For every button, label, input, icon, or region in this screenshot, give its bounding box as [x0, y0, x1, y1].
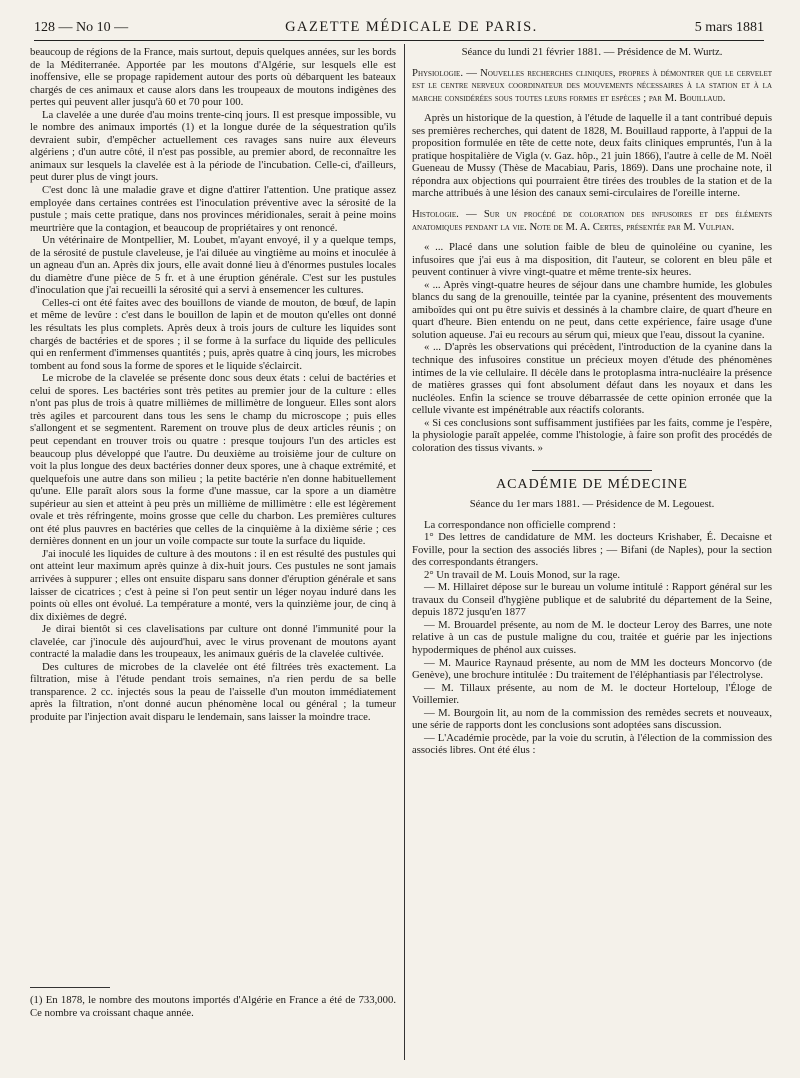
footnote-rule	[30, 987, 110, 988]
footnote: (1) En 1878, le nombre des moutons importés d'Algérie en France a été de 733,000. Ce nombre va croissant chaque année.	[30, 994, 396, 1019]
academie-heading: ACADÉMIE DE MÉDECINE	[496, 477, 688, 493]
page-header	[34, 14, 764, 41]
section-separator	[532, 470, 652, 471]
section-heading-histologie: Histologie. — Sur un procédé de coloration des infusoires et des éléments anatomiques pendant la vie. Note de M. A. Certes, présentée par M. Vulpian.	[412, 208, 772, 233]
article-paragraph: — M. Brouardel présente, au nom de M. le docteur Leroy des Barres, une note relative à un cas de pustule maligne du cou, traitée et guérie par les injections hypodermiques de phénol aux cuisses.	[412, 618, 772, 656]
issue-date: 5 mars 1881	[694, 20, 764, 35]
article-paragraph: beaucoup de régions de la France, mais surtout, depuis quelques années, sur les bords de la Méditerranée. Apportée par les moutons d'Algérie, sur lesquels elle est inoffensive, elle se propage rapidement autour des ports où débarquent les bateaux chargés de ces animaux et cause alors dans les troupeaux de moutons indigènes des pertes qui peuvent aller jusqu'à 60 et 70 pour 100.	[30, 46, 396, 109]
article-paragraph: 2° Un travail de M. Louis Monod, sur la rage.	[424, 568, 621, 581]
page-number: 128 — No 10 —	[34, 20, 129, 35]
article-paragraph: — M. Hillairet dépose sur le bureau un volume intitulé : Rapport général sur les travaux du Conseil d'hygiène publique et de salubrité du département de la Seine, depuis 1872 jusqu'en 1877	[412, 581, 772, 619]
article-paragraph: 1° Des lettres de candidature de MM. les docteurs Krishaber, É. Decaisne et Foville, pour la section des associés libres ; — Bifani (de Naples), pour la section des correspondants étrangers.	[412, 531, 772, 569]
journal-title: GAZETTE MÉDICALE DE PARIS.	[285, 19, 538, 35]
session-heading: Séance du 1er mars 1881. — Présidence de M. Legouest.	[469, 497, 715, 510]
session-heading: Séance du lundi 21 février 1881. — Présidence de M. Wurtz.	[461, 46, 723, 58]
article-paragraph: — L'Académie procède, par la voie du scrutin, à l'élection de la commission des associés libres. Ont été élus :	[412, 731, 772, 757]
left-column	[30, 46, 396, 724]
article-paragraph: Après un historique de la question, à l'étude de laquelle il a tant contribué depuis ses premières recherches, qui datent de 1828, M. Bouillaud rapporte, à l'appui de la proposition formulée en tête de cette note, deux faits cliniques empruntés, l'un à la pratique hospitalière de Vigla (v. Gaz. hôp., 21 juin 1866), l'autre à celle de M. Noël Gueneau de Mussy (Thèse de Macabiau, Paris, 1869). Dans une prochaine note, il répondra aux objections qui pourraient être tirées des troubles de la station et de la marche attribués à une lésion des canaux semi-circulaires de l'oreille interne.	[412, 112, 772, 200]
article-paragraph: — M. Bourgoin lit, au nom de la commission des remèdes secrets et nouveaux, une série de rapports dont les conclusions sont adoptées sans discussion.	[412, 706, 772, 732]
article-paragraph: La correspondance non officielle comprend :	[424, 518, 616, 531]
quote-paragraph: « ... Après vingt-quatre heures de séjour dans une chambre humide, les globules blancs du sang de la grenouille, teintée par la cyanine, présentent des mouvements amiboïdes qui ont pu être suivis et dessinés à la chambre claire, de quart d'heure en quart d'heure. Bien entendu on ne peut, dans cette expérience, faire usage d'une solution aqueuse. J'ai eu recours au sérum qui, mieux que l'eau, dissout la cyanine.	[412, 278, 772, 341]
article-paragraph: — M. Tillaux présente, au nom de M. le docteur Horteloup, l'Éloge de Voillemier.	[412, 681, 772, 707]
quote-paragraph: « Si ces conclusions sont suffisamment justifiées par les faits, comme je l'espère, la physiologie paraît appelée, comme l'histologie, à faire son profit des procédés de coloration des tissus vivants. »	[412, 416, 772, 454]
section-heading-physiologie: Physiologie. — Nouvelles recherches cliniques, propres à démontrer que le cervelet est le centre nerveux coordinateur des mouvements nécessaires à la station et à la marche considérées sous toutes leurs formes et espèces ; par M. Bouillaud.	[412, 66, 772, 104]
right-column	[412, 46, 772, 757]
article-paragraph: Des cultures de microbes de la clavelée ont été filtrées très exactement. La filtration, mise à l'étude pendant trois semaines, n'a rien perdu de sa belle transparence. 2 cc. injectés sous la peau de l'aisselle d'un mouton immédiatement après la filtration, n'ont donné aucun phénomène local ou général ; la tumeur produite par l'injection avait disparu le lendemain, sans laisser la moindre trace.	[30, 660, 396, 723]
quote-paragraph: « ... Placé dans une solution faible de bleu de quinoléine ou cyanine, les infusoires que j'ai eus à ma disposition, dit l'auteur, se colorent en bleu pâle et peuvent continuer à vivre vingt-quatre et même trente-six heures.	[412, 241, 772, 279]
article-paragraph: — M. Maurice Raynaud présente, au nom de MM les docteurs Moncorvo (de Genève), une brochure intitulée : Du traitement de l'éléphantiasis par l'électrolyse.	[412, 656, 772, 682]
article-paragraph: Un vétérinaire de Montpellier, M. Loubet, m'ayant envoyé, il y a quelque temps, de la sérosité de pustule claveleuse, je l'ai diluée au vingtième au moins et inoculée à un agneau d'un an. Après dix jours, elle avait donné lieu à d'énormes pustules locales du diamètre d'une pièce de 5 fr. et à une éruption générale. C'est sur les pustules d'inoculation que j'ai recueilli la sérosité qui a servi à ensemencer les cultures.	[30, 234, 396, 297]
article-paragraph: C'est donc là une maladie grave et digne d'attirer l'attention. Une pratique assez employée dans certaines contrées est l'inoculation préventive avec la sérosité de la pustule ; mais cette pratique, dans nos provinces méridionales, serait à peine moins meurtrière que la contagion, et beaucoup de propriétaires y ont renoncé.	[30, 184, 396, 234]
article-paragraph: Je dirai bientôt si ces clavelisations par culture ont donné l'immunité pour la clavelée, car j'inocule dès aujourd'hui, avec le virus provenant de moutons ayant contracté la maladie dans les troupeaux, les animaux guéris de la clavelée cultivée.	[30, 623, 396, 661]
quote-paragraph: « ... D'après les observations qui précèdent, l'introduction de la cyanine dans la technique des infusoires constitue un précieux moyen d'étude des phénomènes intimes de la vie cellulaire. Il décèle dans le protoplasma intra-nucléaire la présence de matières grasses qui font absolument défaut dans les noyaux et dans les nucléoles. Enfin la science se trouve débarrassée de cette opinion erronée que la cellule vivante est impénétrable aux réactifs colorants.	[412, 341, 772, 417]
article-paragraph: Celles-ci ont été faites avec des bouillons de viande de mouton, de bœuf, de lapin et même de levûre : c'est dans le bouillon de lapin et de mouton qu'elles ont donné les résultats les plus complets. Après deux à trois jours de culture les liquides sont chargés de bactéries et de spores ; il se forme à la surface du liquide des pellicules qui en renferment d'immenses quantités ; puis, après quatre à cinq jours, les microbes tombent au fond sous la forme de spores et le liquide s'éclaircit.	[30, 296, 396, 372]
article-paragraph: Le microbe de la clavelée se présente donc sous deux états : celui de bactéries et celui de spores. Les bactéries sont très petites au premier jour de la culture : elles n'ont pas plus de trois à quatre millièmes de millimètre de longueur. Elles sont alors très agiles et parcourent dans tous les sens le champ du microscope ; puis elles s'allongent et se segmentent. Rarement on trouve plus de deux articles réunis ; on peut cependant en trouver trois ou quatre : presque toujours l'un des articles est beaucoup plus développé que l'autre. Du deuxième au troisième jour de culture on voit la plus longue des deux bactéries donner deux spores, une à chaque extrémité, et quelquefois une autre dans son milieu ; la petite bactérie n'en donne habituellement qu'une. Elle paraît alors sous la forme d'une massue, car la spore a un diamètre supérieur au sien et atteint à peu près un millième de millimètre : elle est légèrement ovale et très réfringente, moins grosse que celle du charbon. Les premières cultures ont été plus pauvres en bactéries que celles de la cinquième à la dixième série ; ces dernières donnent en un jour un voile compacte sur toute la surface du liquide.	[30, 372, 396, 548]
column-divider	[404, 44, 405, 1060]
article-paragraph: J'ai inoculé les liquides de culture à des moutons : il en est résulté des pustules qui ont atteint leur maximum après quinze à dix-huit jours. Ces pustules ne sont jamais arrivées à suppurer ; elles ont ensuite disparu sans donner d'éruption générale et sans laisser de cicatrices ; c'est à peine si l'on peut sentir un léger noyau induré dans les points où elles ont évolué. La température a monté, vers la quinzième jour, de cinq à dix dixièmes de degré.	[30, 547, 396, 623]
article-paragraph: La clavelée a une durée d'au moins trente-cinq jours. Il est presque impossible, vu le nombre des animaux importés (1) et la longue durée de la séquestration qu'ils devraient subir, d'empêcher actuellement ces ravages sans nuire aux éleveurs algériens ; d'un autre côté, il n'est pas possible, au premier abord, de reconnaître les animaux sur lesquels la clavelée est à la période de l'incubation. Celle-ci, d'ailleurs, peut durer plus de vingt jours.	[30, 108, 396, 184]
